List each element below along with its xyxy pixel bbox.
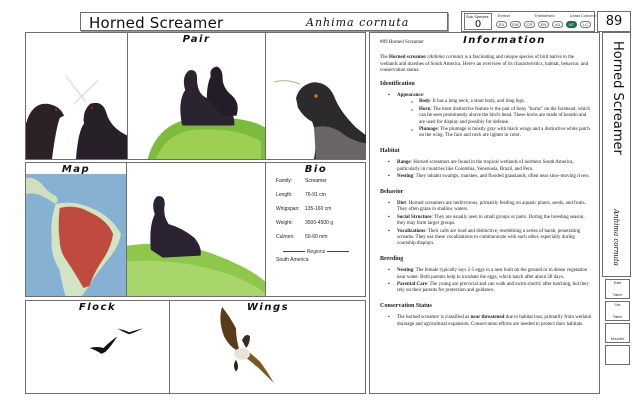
map-bio-panel [25,162,366,297]
spine-label [602,32,631,277]
regions-divider: Regions [276,249,356,255]
status-pill-en: EN [538,21,549,28]
bio-row-wingspan: Wingspan: 135-160 cm [276,206,332,212]
status-pill-ex: EX [496,21,507,28]
pair-photo-center [127,33,266,159]
map-title: Map [61,164,91,175]
info-title: Information [463,35,546,46]
spine-scientific-name: Anhima cornuta [612,209,620,266]
page-number-box [597,11,631,32]
title-bar [80,12,448,31]
status-pill-lc: LC [580,21,591,28]
sub-species-count: 0 [474,19,482,30]
body-item: o Body: It has a long neck, a stout body, and long legs. [397,99,592,105]
region-value: South America [276,257,309,263]
conservation-list [380,315,592,328]
info-subtitle: #89 Horned Screamer [380,40,424,45]
information-text [380,40,592,336]
pair-title: Pair [182,34,211,45]
spine-sidebar [602,32,631,394]
extinct-label: Extinct [498,13,511,18]
common-name: Horned Screamer [89,14,224,32]
status-bar [461,11,595,32]
appearance-item: ▪ Appearance: o Body: It has a long neck, a stout body, and long legs. o Horn: The most distinctive feature is the pair of bony "horns" on the forehead, which can be seen prominently above the bird's head. These horns are made of keratin and are used for display and possibly for defense. o Plumage: The plumage is mostly gray with black wings and a distinctive white patch on the wing. The face and neck are lighter in color. [380,93,592,140]
intro-paragraph: The Horned screamer (Anhima cornuta) is a fascinating and unique species of bird native to the wetlands and marshes of South America. Here's an overview of its characteristics, habitat, behavior, and conservation status: [380,55,589,74]
identification-list [380,93,592,140]
bird-photo [127,163,266,296]
blank-box [605,345,630,365]
breeding-list [380,268,592,295]
parental-care-item: ▪ Parental Care: The young are precocial and can walk and swim shortly after hatching, but they rely on their parents for protection and guidance. [380,282,592,295]
diet-item: ▪ Diet: Horned screamers are herbivorous, primarily feeding on aquatic plants, seeds, and fruits. They often graze in shallow waters. [380,201,592,214]
conservation-heading: Conservation Status [380,302,432,309]
range-item: ▪ Range: Horned screamers are found in the tropical wetlands of northern South America, particularly in countries like Colombia, Venezuela, Brazil, and Peru. [380,160,592,173]
flying-bird-photo [170,301,366,393]
least-concern-label: Least Concern [570,13,597,18]
plumage-item: o Plumage: The plumage is mostly gray with black wings and a distinctive white patch on the wing. The face and neck are lighter in color. [397,127,592,140]
bio-row-culmen: Culmen: 50-60 mm [276,234,328,240]
sex-taken-box: Sex Taken [605,301,630,321]
pair-photo-right [266,33,366,159]
habitat-heading: Habitat [380,147,400,154]
breeding-nesting-item: ▪ Nesting: The female typically lays 2-5 eggs in a nest built on the ground or in dense vegetation near water. Both parents help to incubate the eggs, which hatch after about 28 days. [380,268,592,281]
social-structure-item: ▪ Social Structure: They are usually seen in small groups or pairs. During the breeding season, they may form larger groups. [380,215,592,228]
flock-panel [26,301,170,393]
flock-wings-panel [25,300,366,394]
map-panel [26,163,127,296]
habitat-list [380,160,592,180]
horn-item: o Horn: The most distinctive feature is the pair of bony "horns" on the forehead, which can be seen prominently above the bird's head. These horns are made of keratin and are used for display and possibly for defense. [397,107,592,126]
sub-species-label: Sub Species [466,14,489,19]
bio-row-weight: Weight: 3500-4500 g [276,220,334,226]
identification-heading: Identification [380,80,415,87]
bio-panel [266,163,366,296]
status-pill-vu: VU [552,21,563,28]
pair-panel [25,32,366,160]
status-pill-ew: EW [510,21,521,28]
page-number: 89 [605,14,623,29]
mounted-box: Mounted [605,323,630,343]
flock-silhouettes [26,301,169,393]
pair-photo-left [26,33,127,159]
iucn-status-scale [494,13,597,30]
spine-common-name: Horned Screamer [610,41,625,155]
breeding-heading: Breeding [380,255,404,262]
status-pill-nt-active: NT [566,21,577,28]
threatened-label: Threatened [534,13,555,18]
vocalizations-item: ▪ Vocalizations: Their calls are loud and distinctive, resembling a series of harsh, penetrating screams. They use these vocalizations to communicate with each other, especially during courtship displays. [380,229,592,248]
behavior-list [380,201,592,248]
range-map [26,174,126,296]
scientific-name: Anhima cornuta [306,16,410,29]
flock-title: Flock [78,302,117,313]
bio-title: Bio [304,164,328,175]
behavior-heading: Behavior [380,188,404,195]
sub-species-box [464,13,492,30]
nesting-item: ▪ Nesting: They inhabit swamps, marshes, and flooded grasslands, often near slow-moving rivers. [380,174,592,180]
bio-row-family: Family: Screamer [276,178,327,184]
status-pill-cr: CR [524,21,535,28]
wings-title: Wings [246,302,290,313]
date-taken-box: Date Taken [605,279,630,299]
conservation-item: ▪ The horned screamer is classified as near threatened due to habitat loss, primarily from wetland drainage and agricultural expansion. Conservation efforts are needed to protect their habitats. [380,315,592,328]
bio-row-length: Length: 76-91 cm [276,192,326,198]
information-panel [369,32,600,394]
wings-panel [170,301,366,393]
